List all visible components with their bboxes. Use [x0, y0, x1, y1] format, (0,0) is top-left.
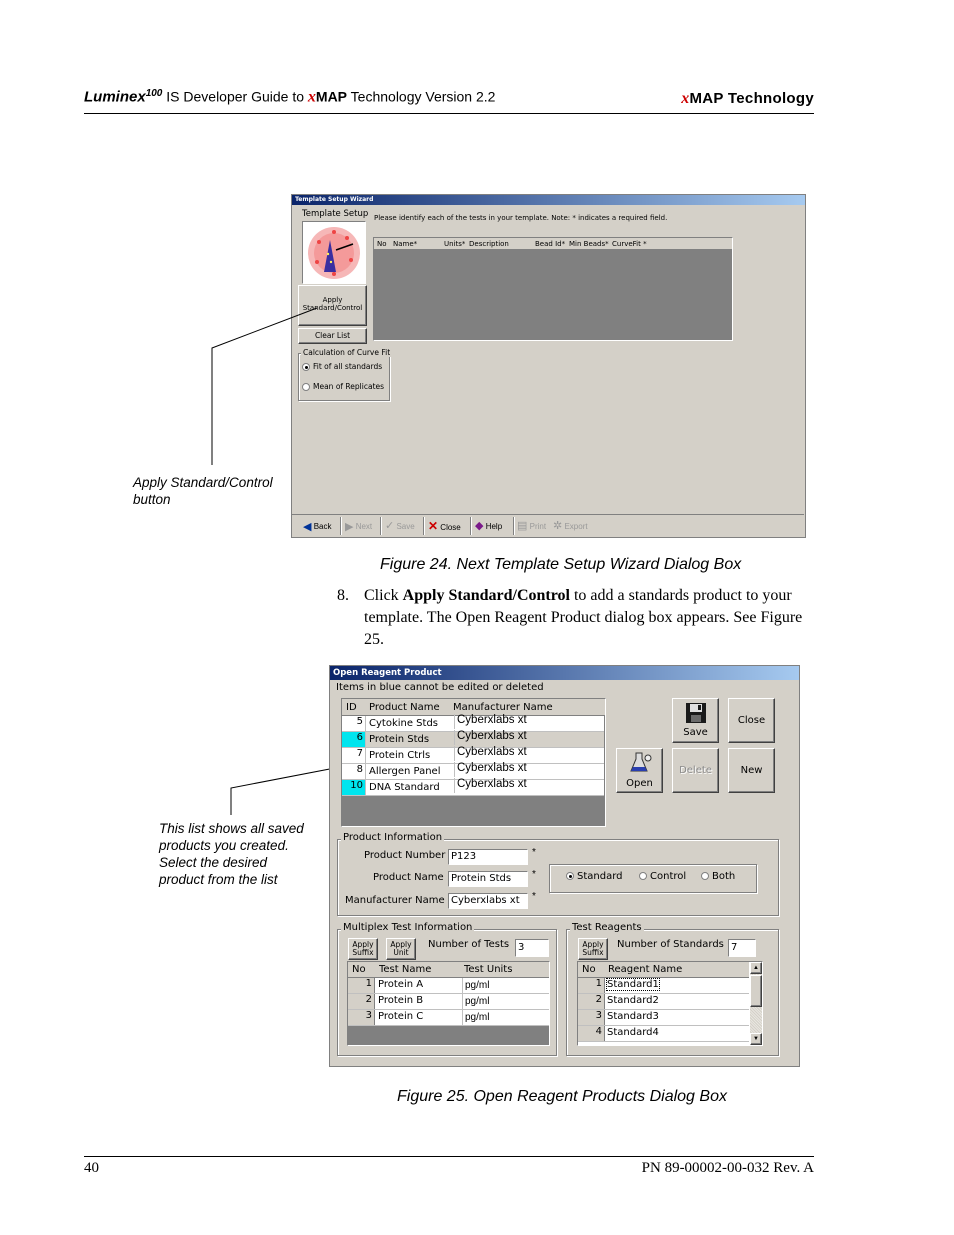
apply-unit-line2: Unit [393, 948, 409, 957]
apply-unit-line1: Apply [390, 940, 412, 949]
test-row[interactable] [348, 994, 549, 1010]
apply-unit-button[interactable] [386, 938, 416, 960]
test-no-cell: 3 [348, 1010, 375, 1025]
reagent-row[interactable] [578, 978, 749, 994]
step-pre: Click [364, 587, 403, 604]
callout-line1: This list shows all saved [159, 821, 304, 836]
step-post: to add a standards product to your template. The Open Reagent Product dialog box appears. See Figure 25. [364, 587, 803, 648]
product-row[interactable] [342, 780, 604, 796]
manufacturer-name-label: Manufacturer Name [345, 895, 445, 906]
reagent-row[interactable] [578, 994, 749, 1010]
delete-button[interactable]: Delete [672, 748, 719, 793]
product-id-cell: 6 [342, 732, 366, 747]
save-button[interactable] [672, 698, 719, 743]
required-mark: * [532, 847, 536, 858]
test-row[interactable] [348, 978, 549, 994]
callout-apply-standard [133, 474, 273, 508]
radio-mean-label: Mean of Replicates [313, 382, 385, 391]
col-min-beads: Min Beads* [569, 240, 609, 248]
map-text: MAP [315, 88, 348, 105]
apply-btn-line2: Standard/Control [302, 304, 363, 312]
radio-both-label: Both [712, 871, 736, 882]
product-name-cell: Allergen Panel [369, 766, 441, 777]
print-label: Print [529, 522, 547, 531]
col-curvefit: CurveFit * [612, 240, 647, 248]
wizard-instruction: Please identify each of the tests in your template. Note: * indicates a required field. [374, 214, 668, 222]
apply-suffix-line1: Apply [582, 940, 604, 949]
page-number: 40 [84, 1160, 99, 1176]
number-of-standards-input[interactable]: 7 [728, 939, 756, 957]
radio-fit-all-label: Fit of all standards [313, 362, 383, 371]
footer-rule [84, 1156, 814, 1157]
step-bold: Apply Standard/Control [402, 587, 570, 604]
manufacturer-name-input[interactable]: Cyberxlabs xt [448, 893, 528, 909]
required-mark: * [532, 869, 536, 880]
required-mark: * [532, 891, 536, 902]
col-no: No [352, 964, 366, 975]
test-units-cell: pg/ml [462, 994, 489, 1009]
test-no-cell: 2 [348, 994, 375, 1009]
product-number-input[interactable]: P123 [448, 849, 528, 865]
curve-fit-group-label: Calculation of Curve Fit [303, 348, 391, 357]
col-bead-id: Bead Id* [535, 240, 566, 248]
brand-name: Luminex [84, 88, 146, 106]
col-no: No [377, 240, 387, 248]
product-name-label: Product Name [373, 872, 444, 883]
save-label: Save [683, 727, 708, 738]
check-icon: ✓ [385, 520, 395, 532]
x-letter: x [307, 88, 316, 106]
export-icon: ✲ [553, 520, 563, 532]
step-number: 8. [337, 587, 349, 604]
product-number-label: Product Number [364, 850, 446, 861]
product-manufacturer-cell: Cyberxlabs xt [454, 746, 605, 761]
test-units-cell: pg/ml [462, 1010, 489, 1025]
col-name: Name* [393, 240, 418, 248]
col-description: Description [469, 240, 509, 248]
test-units-cell: pg/ml [462, 978, 489, 993]
open-label: Open [626, 778, 653, 789]
product-id-cell: 10 [342, 780, 366, 795]
reagent-name-cell: Standard2 [607, 995, 659, 1006]
product-name-input[interactable]: Protein Stds [448, 871, 528, 887]
reagent-no-cell: 3 [578, 1010, 605, 1025]
apply-suffix-line2: Suffix [352, 948, 374, 957]
radio-standard-label: Standard [577, 871, 623, 882]
reagent-titlebar: Open Reagent Product [330, 666, 799, 680]
export-label: Export [564, 522, 588, 531]
floppy-disk-icon [685, 702, 707, 724]
scroll-up-arrow-icon[interactable]: ▲ [750, 962, 762, 974]
product-name-cell: DNA Standard [369, 782, 440, 793]
blue-items-note: Items in blue cannot be edited or deleted [336, 682, 544, 693]
apply-btn-line1: Apply [322, 296, 343, 304]
callout-line3: Select the desired [159, 855, 268, 870]
close-button[interactable]: Close [728, 698, 775, 743]
col-test-name: Test Name [379, 964, 432, 975]
step-8 [337, 585, 807, 651]
product-manufacturer-cell: Cyberxlabs xt [454, 714, 605, 729]
reagent-apply-suffix-button[interactable] [578, 938, 608, 960]
next-label: Next [355, 522, 373, 531]
reagent-list-header [578, 962, 749, 978]
scroll-down-arrow-icon[interactable]: ▼ [750, 1033, 762, 1045]
product-name-cell: Cytokine Stds [369, 718, 439, 729]
reagent-row[interactable] [578, 1010, 749, 1026]
clear-list-button[interactable]: Clear List [298, 328, 367, 344]
radio-dot-on [566, 872, 574, 880]
apply-suffix-line1: Apply [352, 940, 374, 949]
product-information-label: Product Information [343, 832, 443, 843]
radio-dot-off [701, 872, 709, 880]
radio-control[interactable] [639, 871, 686, 882]
product-name-cell: Protein Stds [369, 734, 430, 745]
col-product-name: Product Name [369, 702, 440, 713]
col-id: ID [346, 702, 357, 713]
new-button[interactable]: New [728, 748, 775, 793]
product-manufacturer-cell: Cyberxlabs xt [454, 730, 605, 745]
test-row[interactable] [348, 1010, 549, 1026]
col-manufacturer: Manufacturer Name [453, 702, 553, 713]
col-no: No [582, 964, 596, 975]
test-name-cell: Protein B [378, 995, 424, 1006]
close-label: Close [440, 523, 461, 532]
test-name-cell: Protein A [378, 979, 424, 990]
product-manufacturer-cell: Cyberxlabs xt [454, 762, 605, 777]
figure-24-caption: Figure 24. Next Template Setup Wizard Dialog Box [380, 556, 742, 573]
product-manufacturer-cell: Cyberxlabs xt [454, 778, 605, 793]
step-text [364, 585, 807, 651]
radio-both[interactable] [701, 871, 735, 882]
radio-standard[interactable] [566, 871, 623, 882]
flask-icon [627, 751, 653, 775]
reagent-name-cell: Standard4 [607, 1027, 659, 1038]
callout-line1: Apply Standard/Control [133, 475, 273, 490]
radio-control-label: Control [650, 871, 687, 882]
printer-icon: ▤ [517, 520, 528, 532]
product-name-cell: Protein Ctrls [369, 750, 431, 761]
callout-line2: products you created. [159, 838, 289, 853]
reagent-row[interactable] [578, 1026, 749, 1042]
apply-suffix-button[interactable] [348, 938, 378, 960]
guide-text: IS Developer Guide to [162, 88, 308, 105]
part-number: PN 89-00002-00-032 Rev. A [641, 1160, 814, 1176]
back-arrow-icon: ◀ [303, 521, 312, 533]
radio-dot-off [639, 872, 647, 880]
wizard-side-title: Template Setup [302, 209, 369, 219]
save-label: Save [396, 522, 415, 531]
next-arrow-icon: ▶ [345, 521, 354, 533]
figure-25-caption: Figure 25. Open Reagent Products Dialog Box [397, 1088, 727, 1105]
x-letter-right: x [681, 90, 690, 107]
product-id-cell: 7 [342, 748, 366, 763]
col-units: Units* [444, 240, 466, 248]
multiplex-test-label: Multiplex Test Information [343, 922, 473, 933]
number-of-standards-label: Number of Standards [617, 939, 724, 950]
test-reagents-label: Test Reagents [572, 922, 642, 933]
number-of-tests-label: Number of Tests [428, 939, 510, 950]
number-of-tests-input[interactable]: 3 [515, 939, 549, 957]
col-test-units: Test Units [464, 964, 513, 975]
brand-superscript: 100 [145, 88, 163, 99]
callout-line4: product from the list [159, 872, 278, 887]
scroll-thumb[interactable] [750, 975, 762, 1007]
product-id-cell: 8 [342, 764, 366, 779]
product-id-cell: 5 [342, 716, 366, 731]
back-label: Back [313, 522, 332, 531]
test-name-cell: Protein C [378, 1011, 424, 1022]
callout-line-fig24 [212, 308, 317, 465]
reagent-no-cell: 1 [578, 978, 605, 993]
section-name: MAP Technology [689, 90, 814, 107]
reagent-no-cell: 2 [578, 994, 605, 1009]
help-label: Help [485, 522, 503, 531]
col-reagent-name: Reagent Name [608, 964, 683, 975]
reagent-scrollbar[interactable] [750, 962, 762, 1045]
test-list-header [348, 962, 549, 978]
apply-suffix-line2: Suffix [582, 948, 604, 957]
test-no-cell: 1 [348, 978, 375, 993]
callout-line2: button [133, 492, 171, 507]
reagent-name-cell: Standard3 [607, 1011, 659, 1022]
wizard-titlebar: Template Setup Wizard [292, 195, 805, 205]
help-book-icon: ◆ [475, 520, 484, 532]
reagent-no-cell: 4 [578, 1026, 605, 1041]
version-text: Technology Version 2.2 [347, 88, 496, 105]
close-x-icon: ✕ [428, 519, 439, 533]
open-button[interactable] [616, 748, 663, 793]
callout-product-list [159, 820, 304, 888]
reagent-name-cell: Standard1 [607, 979, 659, 990]
